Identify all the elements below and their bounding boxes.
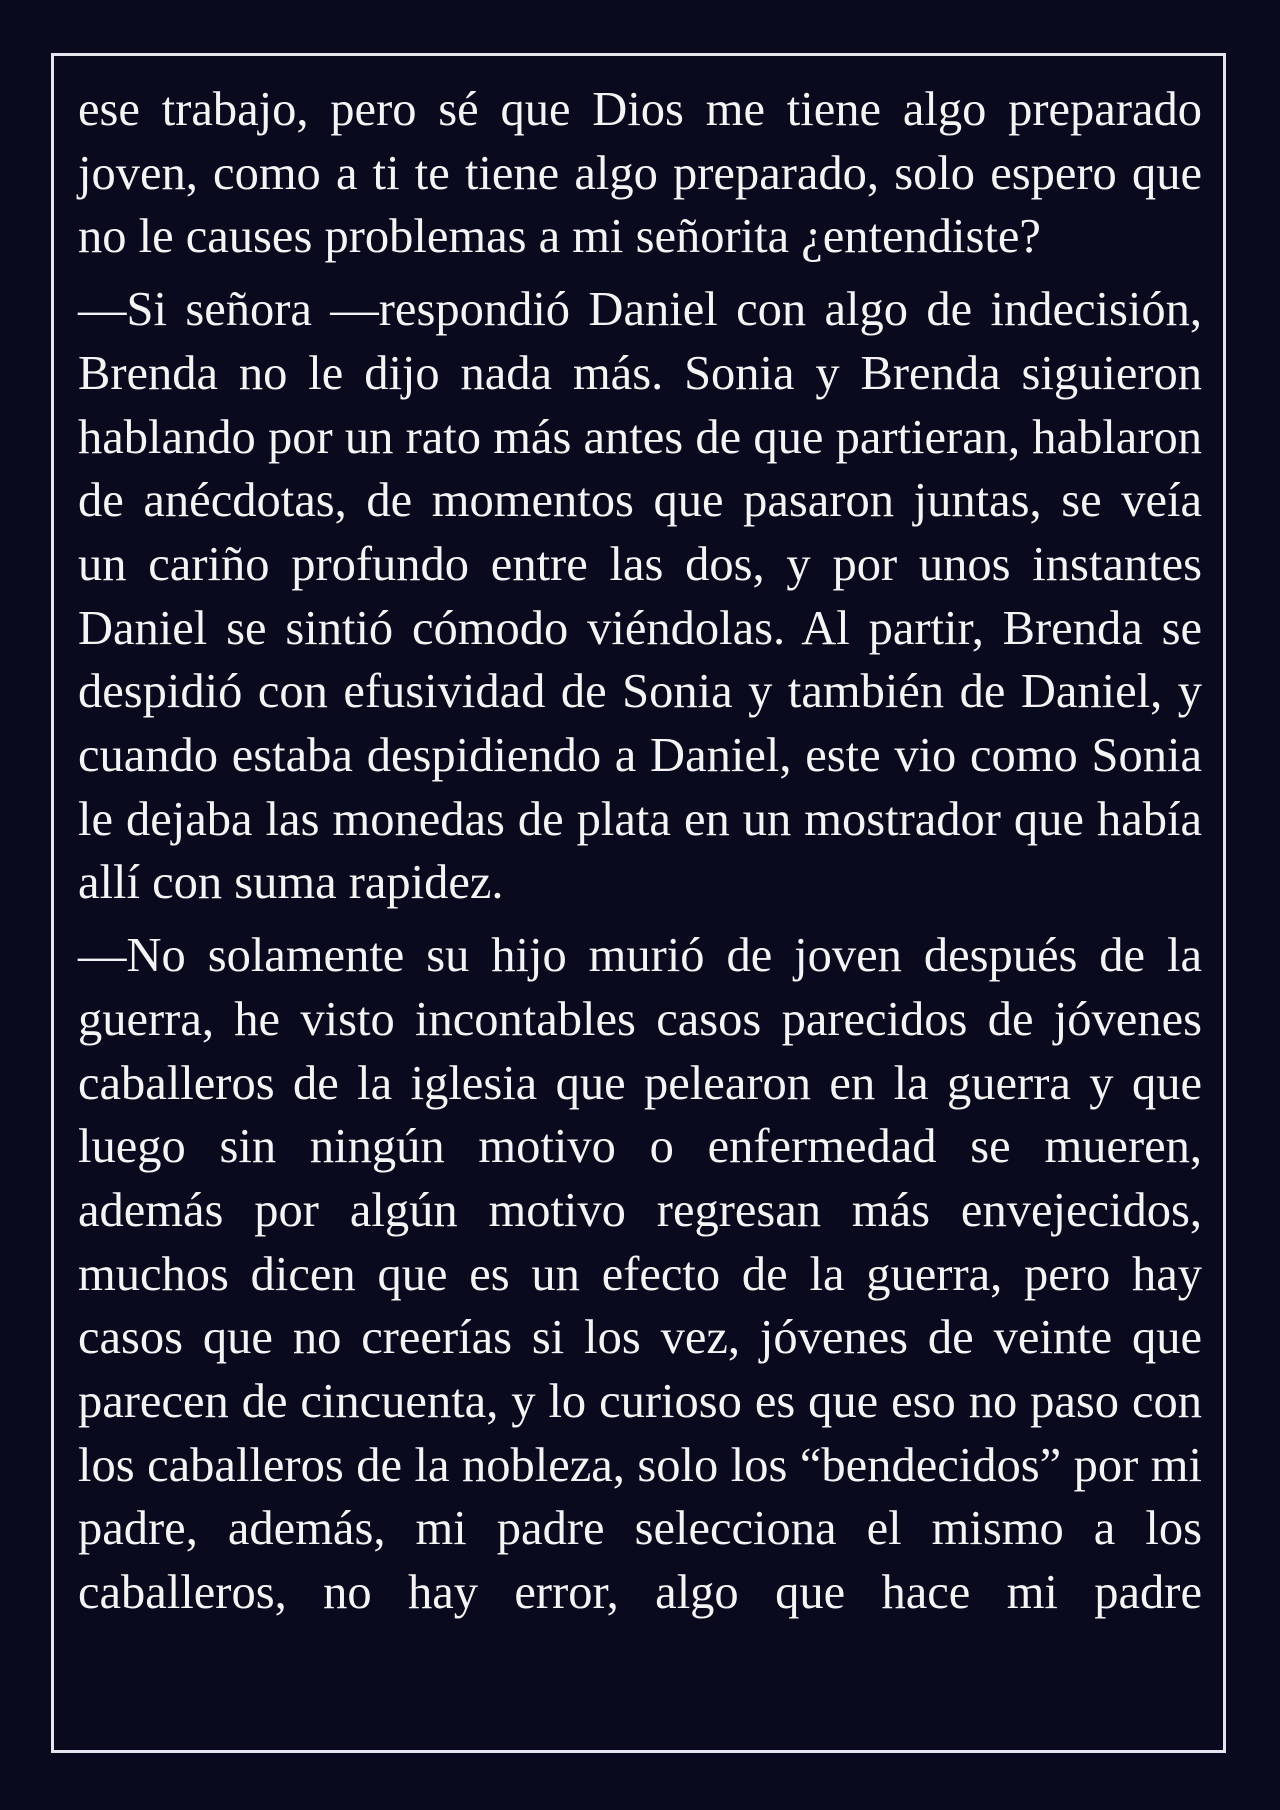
page-text [78, 78, 1202, 1625]
paragraph-2: —Si señora —respondió Daniel con algo de indecisión, Brenda no le dijo nada más. Sonia y Brenda siguieron hablando por un rato más antes de que partieran, hablaron de anécdotas, de momentos que pasaron juntas, se veía un cariño profundo entre las dos, y por unos instantes Daniel se sintió cómodo viéndolas. Al partir, Brenda se despidió con efusividad de Sonia y también de Daniel, y cuando estaba despidiendo a Daniel, este vio como Sonia le dejaba las monedas de plata en un mostrador que había allí con suma rapidez. [78, 283, 1202, 910]
paragraph-3: —No solamente su hijo murió de joven después de la guerra, he visto incontables casos parecidos de jóvenes caballeros de la iglesia que pelearon en la guerra y que luego sin ningún motivo o enfermedad se mueren, además por algún motivo regresan más envejecidos, muchos dicen que es un efecto de la guerra, pero hay casos que no creerías si los vez, jóvenes de veinte que parecen de cincuenta, y lo curioso es que eso no paso con los caballeros de la nobleza, solo los “bendecidos” por mi padre, además, mi padre selecciona el mismo a los caballeros, no hay error, algo que hace mi padre [78, 929, 1202, 1620]
paragraph-1: ese trabajo, pero sé que Dios me tiene algo preparado joven, como a ti te tiene algo preparado, solo espero que no le causes problemas a mi señorita ¿entendiste? [78, 83, 1202, 264]
